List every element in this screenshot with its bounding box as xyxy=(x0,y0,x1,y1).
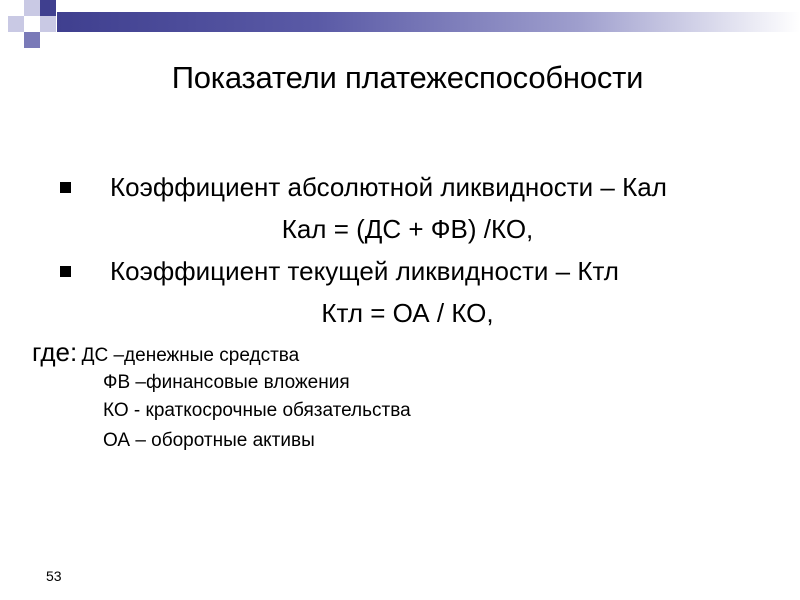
slide-title: Показатели платежеспособности xyxy=(171,60,644,95)
bullet-text: Коэффициент текущей ликвидности – Ктл xyxy=(110,256,619,286)
decorative-square xyxy=(24,0,40,16)
definition-item: КО - краткосрочные обязательства xyxy=(103,400,411,421)
slide-number: 53 xyxy=(46,568,62,584)
decorative-square xyxy=(40,16,56,32)
bullet-marker xyxy=(60,266,71,277)
bullet-text: Коэффициент абсолютной ликвидности – Кал xyxy=(110,172,667,202)
formula: Кал = (ДС + ФВ) /КО, xyxy=(281,214,534,244)
definitions-intro xyxy=(32,335,299,374)
decorative-header xyxy=(0,0,800,60)
definition-item: ФВ –финансовые вложения xyxy=(103,372,350,393)
decorative-square xyxy=(40,0,56,16)
formula: Ктл = ОА / КО, xyxy=(321,298,494,328)
definition-item: ДС –денежные средства xyxy=(81,345,300,366)
decorative-square xyxy=(8,16,24,32)
definition-item: ОА – оборотные активы xyxy=(103,430,315,451)
bullet-marker xyxy=(60,182,71,193)
where-label: где: xyxy=(32,337,78,367)
header-gradient-bar xyxy=(57,12,800,32)
decorative-square xyxy=(24,32,40,48)
